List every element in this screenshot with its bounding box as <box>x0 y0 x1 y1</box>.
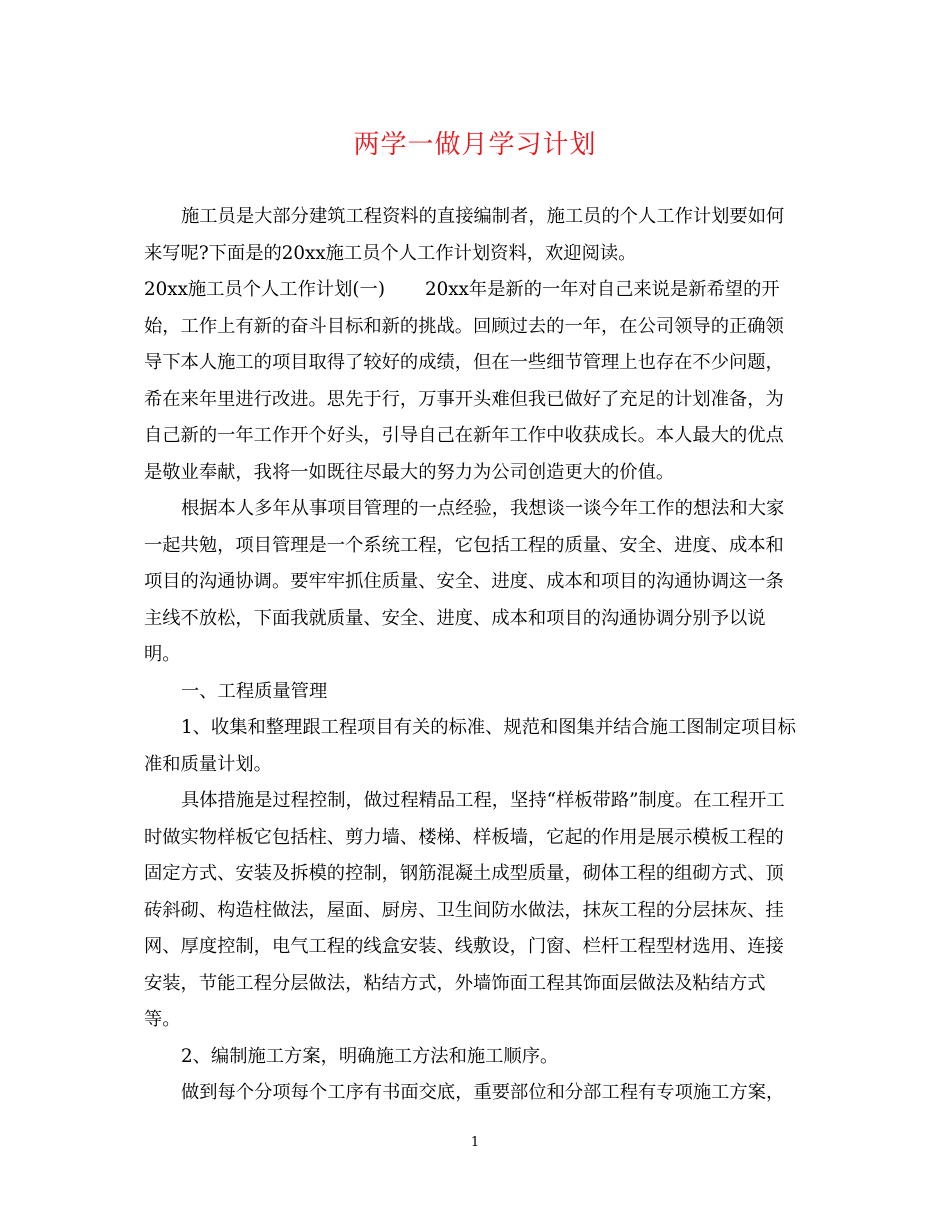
document-body <box>144 199 809 1112</box>
text-line: 准和质量计划。 <box>144 753 272 775</box>
text-line: 项目的沟通协调。要牢牢抓住质量、安全、进度、成本和项目的沟通协调这一条 <box>144 571 784 592</box>
text-line: 来写呢?下面是的20xx施工员个人工作计划资料，欢迎阅读。 <box>144 242 637 264</box>
text-line: 根据本人多年从事项目管理的一点经验，我想谈一谈今年工作的想法和大家 <box>181 498 785 519</box>
text-line: 希在来年里进行改进。思先于行，万事开头难但我已做好了充足的计划准备，为 <box>144 388 784 410</box>
text-line: 施工员是大部分建筑工程资料的直接编制者，施工员的个人工作计划要如何 <box>181 206 785 227</box>
text-line: 始，工作上有新的奋斗目标和新的挑战。回顾过去的一年，在公司领导的正确领 <box>144 315 784 337</box>
plan-heading: 20xx施工员个人工作计划(一) <box>144 279 385 300</box>
text-line: 1、收集和整理跟工程项目有关的标准、规范和图集并结合施工图制定项目标 <box>181 717 796 738</box>
text-line: 一起共勉，项目管理是一个系统工程，它包括工程的质量、安全、进度、成本和 <box>144 534 784 556</box>
text-line: 时做实物样板它包括柱、剪力墙、楼梯、样板墙，它起的作用是展示模板工程的 <box>144 826 784 848</box>
text-line: 导下本人施工的项目取得了较好的成绩，但在一些细节管理上也存在不少问题， <box>144 352 784 373</box>
text-line-section-heading <box>144 272 809 309</box>
text-line: 安装，节能工程分层做法，粘结方式，外墙饰面工程其饰面层做法及粘结方式 <box>144 972 766 994</box>
text-line: 网、厚度控制，电气工程的线盒安装、线敷设，门窗、栏杆工程型材选用、连接 <box>144 936 784 957</box>
text-line: 是敬业奉献，我将一如既往尽最大的努力为公司创造更大的价值。 <box>144 461 675 483</box>
text-line: 明。 <box>144 644 181 665</box>
text-line: 主线不放松，下面我就质量、安全、进度、成本和项目的沟通协调分别予以说 <box>144 607 766 629</box>
page-number: 1 <box>470 1135 480 1150</box>
text-line: 等。 <box>144 1009 181 1030</box>
text-line: 自己新的一年工作开个好头，引导自己在新年工作中收获成长。本人最大的优点 <box>144 425 784 446</box>
document-title: 两学一做月学习计划 <box>353 130 597 160</box>
section-heading: 一、工程质量管理 <box>181 680 328 702</box>
text-line: 固定方式、安装及拆模的控制，钢筋混凝土成型质量，砌体工程的组砌方式、顶 <box>144 863 784 884</box>
text-line: 2、编制施工方案，明确施工方法和施工顺序。 <box>181 1045 559 1067</box>
text-line: 砖斜砌、构造柱做法，屋面、厨房、卫生间防水做法，抹灰工程的分层抹灰、挂 <box>144 899 784 921</box>
text-line: 做到每个分项每个工序有书面交底，重要部位和分部工程有专项施工方案， <box>181 1082 785 1103</box>
text-line: 具体措施是过程控制，做过程精品工程，坚持“样板带路”制度。在工程开工 <box>181 790 785 811</box>
text-fragment: 20xx年是新的一年对自己来说是新希望的开 <box>424 279 780 300</box>
